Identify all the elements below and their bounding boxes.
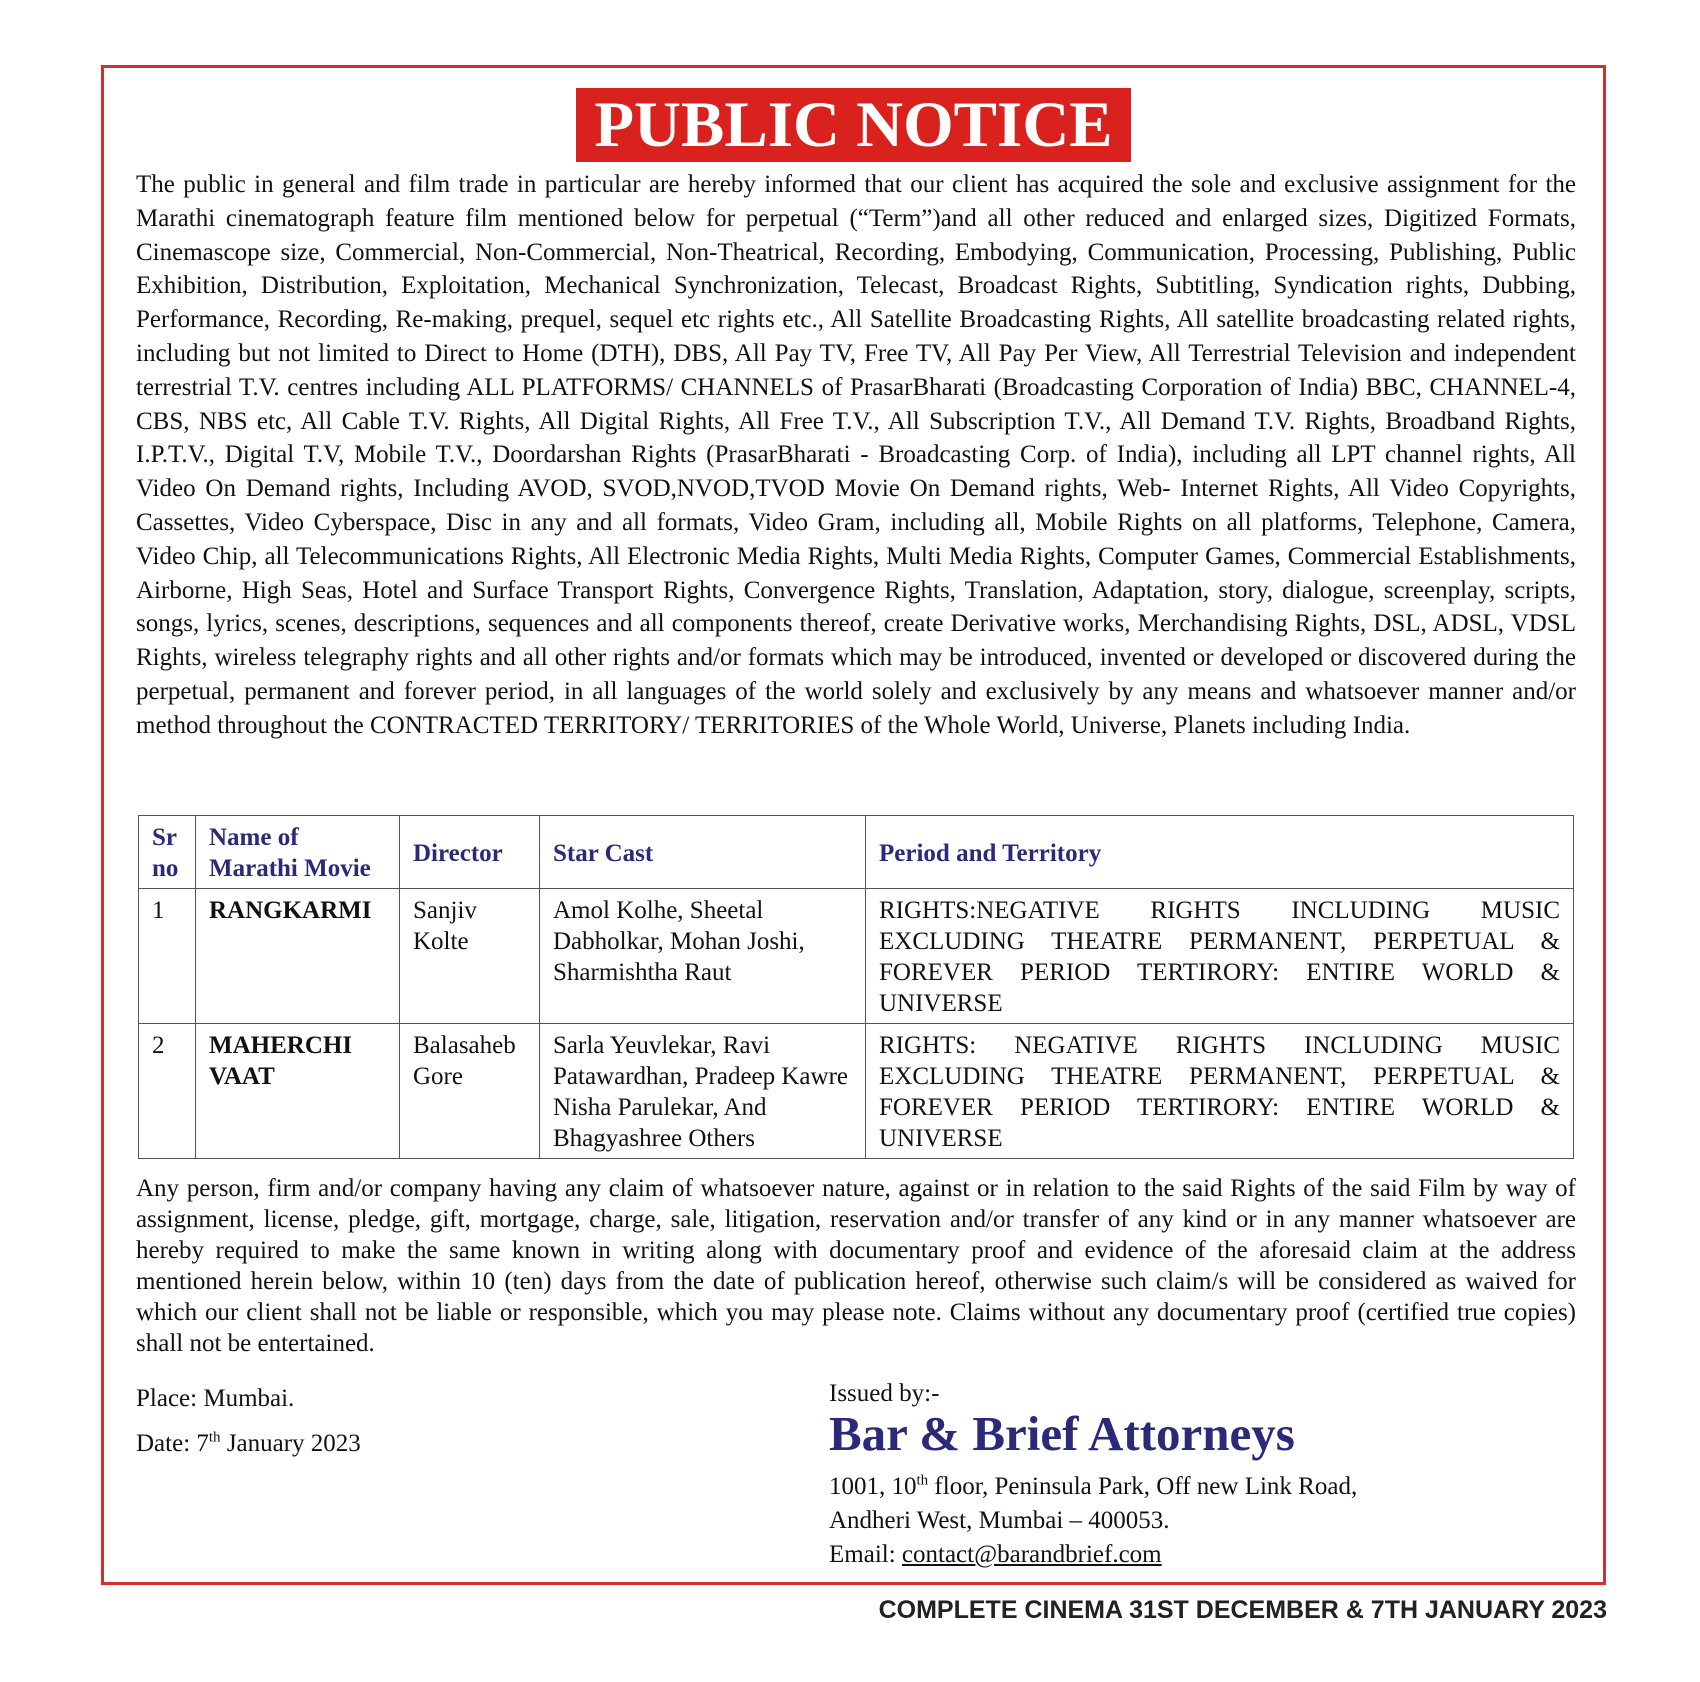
address-prefix: 1001, 10 bbox=[829, 1473, 917, 1500]
cell-period-territory: RIGHTS: NEGATIVE RIGHTS INCLUDING MUSIC EXCLUDING THEATRE PERMANENT, PERPETUAL & FOREVER PERIOD TERTIRORY: ENTIRE WORLD & UNIVERSE bbox=[866, 1024, 1574, 1159]
date-superscript: th bbox=[208, 1429, 221, 1446]
notice-title: PUBLIC NOTICE bbox=[576, 88, 1130, 162]
cell-star-cast: Amol Kolhe, Sheetal Dabholkar, Mohan Joshi, Sharmishtha Raut bbox=[540, 889, 866, 1024]
date-line bbox=[136, 1428, 361, 1459]
date-suffix: January 2023 bbox=[220, 1430, 361, 1457]
email-link[interactable]: contact@barandbrief.com bbox=[901, 1541, 1162, 1568]
publication-footer: COMPLETE CINEMA 31ST DECEMBER & 7TH JANUARY 2023 bbox=[878, 1596, 1607, 1624]
cell-star-cast: Sarla Yeuvlekar, Ravi Patawardhan, Pradeep Kawre Nisha Parulekar, And Bhagyashree Others bbox=[540, 1024, 866, 1159]
address-suffix: floor, Peninsula Park, Off new Link Road, bbox=[928, 1473, 1358, 1500]
cell-director: Balasaheb Gore bbox=[400, 1024, 540, 1159]
header-period-territory: Period and Territory bbox=[866, 816, 1574, 889]
place-line: Place: Mumbai. bbox=[136, 1385, 295, 1412]
table-row bbox=[139, 1024, 1574, 1159]
header-movie-name: Name of Marathi Movie bbox=[196, 816, 400, 889]
header-director: Director bbox=[400, 816, 540, 889]
email-line bbox=[829, 1539, 1162, 1570]
cell-sr-no: 1 bbox=[139, 889, 196, 1024]
cell-movie-name: MAHERCHI VAAT bbox=[196, 1024, 400, 1159]
firm-name: Bar & Brief Attorneys bbox=[829, 1406, 1295, 1461]
table-row bbox=[139, 889, 1574, 1024]
movies-table bbox=[138, 815, 1574, 1159]
title-container bbox=[104, 88, 1603, 162]
date-prefix: Date: 7 bbox=[136, 1430, 209, 1457]
cell-movie-name: RANGKARMI bbox=[196, 889, 400, 1024]
address-line-1 bbox=[829, 1471, 1357, 1502]
header-star-cast: Star Cast bbox=[540, 816, 866, 889]
table-header-row bbox=[139, 816, 1574, 889]
cell-sr-no: 2 bbox=[139, 1024, 196, 1159]
claims-paragraph: Any person, firm and/or company having any claim of whatsoever nature, against or in relation to the said Rights of the said Film by way of assignment, license, pledge, gift, mortgage, charge, sale, litigation, reservation and/or transfer of any kind or in any manner whatsoever are hereby required to make the same known in writing along with documentary proof and evidence of the aforesaid claim at the address mentioned herein below, within 10 (ten) days from the date of publication hereof, otherwise such claim/s will be considered as waived for which our client shall not be liable or responsible, which you may please note. Claims without any documentary proof (certified true copies) shall not be entertained. bbox=[136, 1175, 1576, 1357]
issued-by-label: Issued by:- bbox=[829, 1380, 940, 1407]
cell-director: Sanjiv Kolte bbox=[400, 889, 540, 1024]
address-superscript: th bbox=[916, 1472, 929, 1489]
header-sr-no: Sr no bbox=[139, 816, 196, 889]
notice-frame bbox=[101, 65, 1606, 1585]
intro-paragraph: The public in general and film trade in particular are hereby informed that our client has acquired the sole and exclusive assignment for the Marathi cinematograph feature film mentioned below for perpetual (“Term”)and all other reduced and enlarged sizes, Digitized Formats, Cinemascope size, Commercial, Non-Commercial, Non-Theatrical, Recording, Embodying, Communication, Processing, Publishing, Public Exhibition, Distribution, Exploitation, Mechanical Synchronization, Telecast, Broadcast Rights, Subtitling, Syndication rights, Dubbing, Performance, Recording, Re-making, prequel, sequel etc rights etc., All Satellite Broadcasting Rights, All satellite broadcasting related rights, including but not limited to Direct to Home (DTH), DBS, All Pay TV, Free TV, All Pay Per View, All Terrestrial Television and independent terrestrial T.V. centres including ALL PLATFORMS/ CHANNELS of PrasarBharati (Broadcasting Corporation of India) BBC, CHANNEL-4, CBS, NBS etc, All Cable T.V. Rights, All Digital Rights, All Free T.V., All Subscription T.V., All Demand T.V. Rights, Broadband Rights, I.P.T.V., Digital T.V, Mobile T.V., Doordarshan Rights (PrasarBharati - Broadcasting Corp. of India), including all LPT channel rights, All Video On Demand rights, Including AVOD, SVOD,NVOD,TVOD Movie On Demand rights, Web- Internet Rights, All Video Copyrights, Cassettes, Video Cyberspace, Disc in any and all formats, Video Gram, including all, Mobile Rights on all platforms, Telephone, Camera, Video Chip, all Telecommunications Rights, All Electronic Media Rights, Multi Media Rights, Computer Games, Commercial Establishments, Airborne, High Seas, Hotel and Surface Transport Rights, Convergence Rights, Translation, Adaptation, story, dialogue, screenplay, scripts, songs, lyrics, scenes, descriptions, sequences and all components thereof, create Derivative works, Merchandising Rights, DSL, ADSL, VDSL Rights, wireless telegraphy rights and all other rights and/or formats which may be introduced, invented or developed or discovered during the perpetual, permanent and forever period, in all languages of the world solely and exclusively by any means and whatsoever manner and/or method throughout the CONTRACTED TERRITORY/ TERRITORIES of the Whole World, Universe, Planets including India. bbox=[136, 171, 1576, 739]
address-line-2: Andheri West, Mumbai – 400053. bbox=[829, 1507, 1170, 1534]
cell-period-territory: RIGHTS:NEGATIVE RIGHTS INCLUDING MUSIC EXCLUDING THEATRE PERMANENT, PERPETUAL & FOREVER PERIOD TERTIRORY: ENTIRE WORLD & UNIVERSE bbox=[866, 889, 1574, 1024]
email-label: Email: bbox=[829, 1541, 902, 1568]
